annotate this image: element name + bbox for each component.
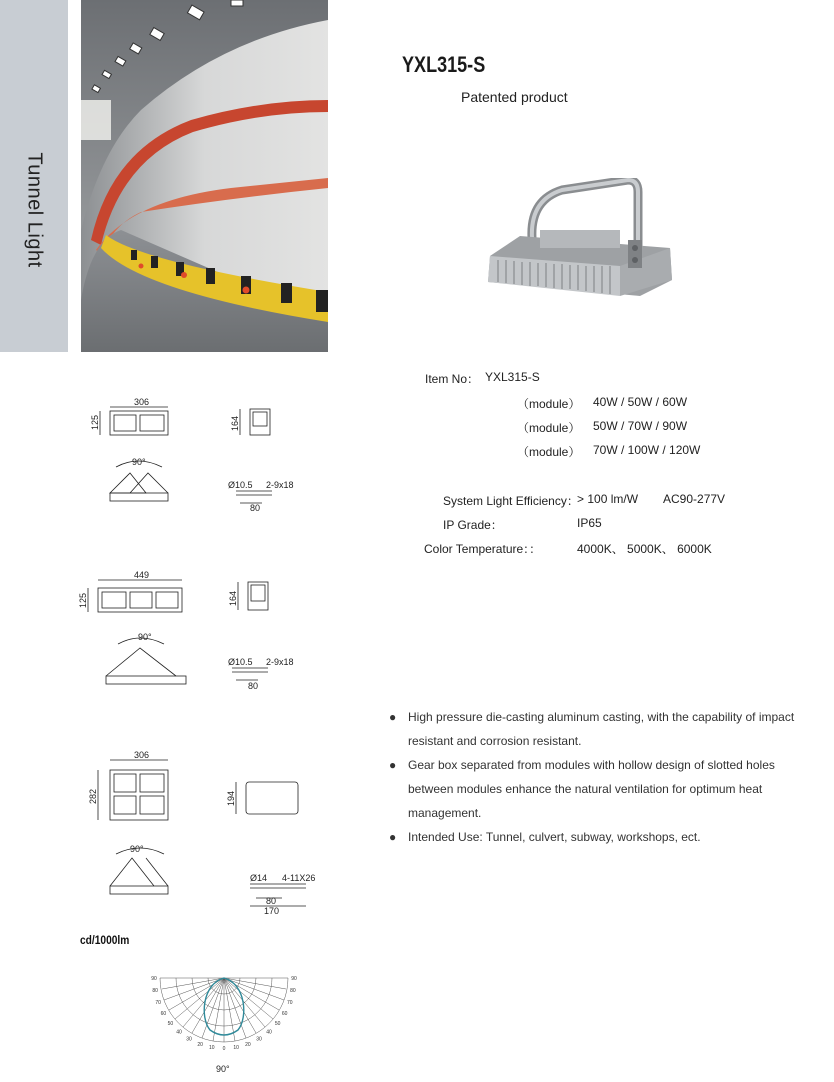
tunnel-photo	[81, 0, 328, 352]
feature-bullet: ● Gear box separated from modules with hollow design of slotted holes	[389, 753, 809, 777]
hole-label: Ø10.5	[228, 480, 253, 490]
polar-angle-tick: 0	[222, 1046, 226, 1052]
slots-label: 2-9x18	[266, 480, 294, 490]
color-temp-label: Color Temperature：：	[424, 542, 542, 556]
slots-label: 2-9x18	[266, 657, 294, 667]
polar-light-distribution-diagram	[140, 970, 310, 1060]
spacing2-label: 170	[264, 906, 280, 916]
module-power: 70W / 100W / 120W	[593, 443, 701, 457]
dimension-drawing-1	[86, 395, 306, 515]
polar-angle-tick: 20	[197, 1041, 203, 1048]
polar-angle-tick: 50	[167, 1021, 174, 1027]
efficiency-value: > 100 lm/W	[577, 492, 639, 506]
width-label: 306	[134, 750, 150, 760]
polar-angle-tick: 50	[274, 1021, 281, 1027]
efficiency-label: System Light Efficiency：	[443, 494, 579, 508]
polar-angle-tick: 30	[186, 1036, 192, 1043]
spacing-label: 80	[250, 503, 261, 513]
slots-label: 4-11X26	[282, 873, 316, 883]
product-image	[480, 178, 680, 296]
spacing-label: 80	[248, 681, 259, 691]
polar-unit-label: cd/1000lm	[80, 933, 130, 947]
feature-bullet-continued: management.	[408, 806, 482, 820]
side-height-label: 164	[230, 415, 240, 431]
module-label: （module）	[517, 397, 581, 411]
height-label: 125	[90, 414, 100, 430]
product-subtitle: Patented product	[461, 89, 568, 105]
width-label: 306	[134, 397, 150, 407]
polar-angle-tick: 70	[155, 999, 161, 1006]
feature-bullet-continued: between modules enhance the natural ventilation for optimum heat	[408, 782, 763, 796]
polar-angle-tick: 80	[290, 988, 296, 995]
voltage-value: AC90-277V	[663, 492, 726, 506]
polar-angle-tick: 90	[291, 976, 297, 982]
module-label: （module）	[517, 421, 581, 435]
angle-label: 90°	[132, 457, 146, 467]
height-label: 282	[88, 788, 98, 804]
ip-grade-label: IP Grade：	[443, 518, 503, 532]
category-title: Tunnel Light	[23, 152, 46, 268]
hole-label: Ø10.5	[228, 657, 253, 667]
spacing-label: 80	[266, 896, 277, 906]
width-label: 449	[134, 570, 150, 580]
product-model-title: YXL315-S	[402, 52, 486, 77]
polar-bottom-angle: 90°	[216, 1064, 230, 1074]
polar-angle-tick: 10	[209, 1044, 215, 1051]
polar-angle-tick: 80	[152, 988, 158, 995]
module-power: 40W / 50W / 60W	[593, 395, 688, 409]
angle-label: 90°	[138, 632, 152, 642]
angle-label: 90°	[130, 844, 144, 854]
item-no-label: Item No：	[425, 372, 480, 386]
feature-bullet-continued: resistant and corrosion resistant.	[408, 734, 582, 748]
ip-grade-value: IP65	[577, 516, 602, 530]
bullet-icon: ●	[389, 710, 397, 724]
side-height-label: 164	[228, 590, 238, 606]
polar-angle-tick: 40	[266, 1029, 272, 1036]
bullet-icon: ●	[389, 830, 397, 844]
height-label: 125	[78, 592, 88, 608]
polar-angle-tick: 20	[245, 1041, 251, 1048]
color-temp-value: 4000K、 5000K、 6000K	[577, 542, 712, 556]
bullet-icon: ●	[389, 758, 397, 772]
polar-angle-tick: 90	[151, 976, 157, 982]
module-label: （module）	[517, 445, 581, 459]
dimension-drawing-3	[86, 746, 326, 921]
feature-bullet: ● Intended Use: Tunnel, culvert, subway, workshops, ect.	[389, 825, 809, 849]
item-no-value: YXL315-S	[485, 370, 540, 384]
polar-angle-tick: 60	[160, 1011, 167, 1017]
polar-angle-tick: 40	[176, 1029, 182, 1036]
hole-label: Ø14	[250, 873, 268, 883]
polar-angle-tick: 30	[256, 1036, 262, 1043]
polar-angle-tick: 60	[281, 1011, 288, 1017]
polar-angle-tick: 70	[287, 999, 293, 1006]
dimension-drawing-2	[76, 568, 306, 693]
feature-bullet: ● High pressure die-casting aluminum casting, with the capability of impact	[389, 705, 809, 729]
side-height-label: 194	[226, 790, 236, 806]
polar-angle-tick: 10	[233, 1044, 239, 1051]
module-power: 50W / 70W / 90W	[593, 419, 688, 433]
